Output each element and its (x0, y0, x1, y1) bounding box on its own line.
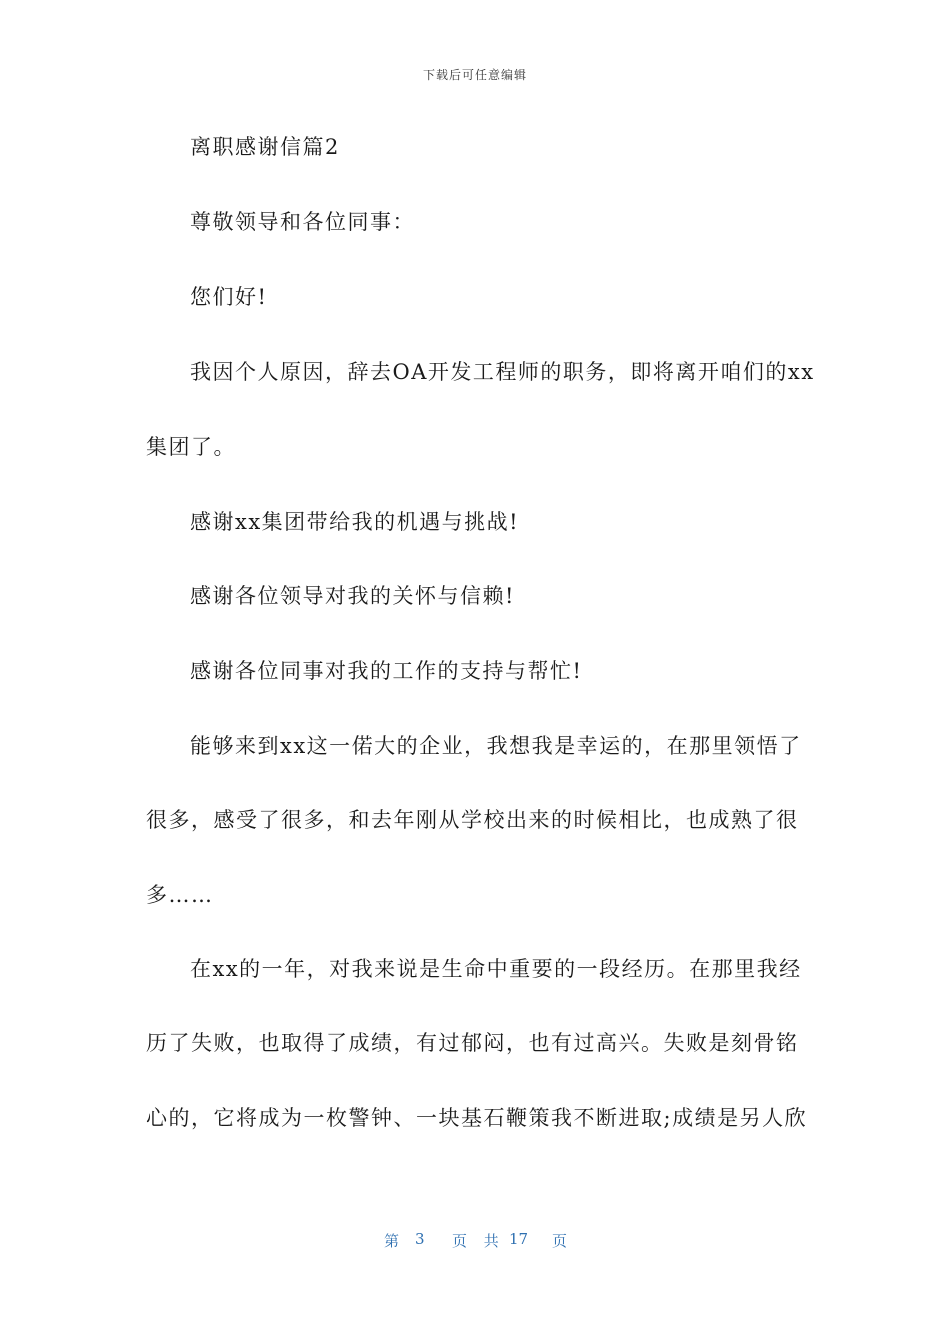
page-mid-label: 页 共 (452, 1232, 505, 1250)
paragraph-line: 在xx的一年，对我来说是生命中重要的一段经历。在那里我经 (190, 957, 802, 981)
paragraph-line: 集团了。 (146, 435, 236, 459)
page-total: 17 (509, 1230, 529, 1248)
paragraph-line: 多…… (146, 883, 214, 907)
salutation: 尊敬领导和各位同事： (190, 210, 415, 234)
paragraph-line: 心的，它将成为一枚警钟、一块基石鞭策我不断进取;成绩是另人欣 (146, 1106, 808, 1130)
greeting: 您们好! (190, 285, 268, 309)
paragraph-line: 历了失败，也取得了成绩，有过郁闷，也有过高兴。失败是刻骨铭 (146, 1031, 799, 1055)
page-header-note: 下载后可任意编辑 (422, 68, 527, 82)
paragraph-line: 感谢各位领导对我的关怀与信赖! (190, 584, 515, 608)
paragraph-line: 很多，感受了很多，和去年刚从学校出来的时候相比，也成熟了很 (146, 808, 799, 832)
paragraph-line: 感谢各位同事对我的工作的支持与帮忙! (190, 659, 583, 683)
paragraph-line: 能够来到xx这一偌大的企业，我想我是幸运的，在那里领悟了 (190, 734, 802, 758)
page-number: 3 (415, 1230, 425, 1248)
paragraph-line: 我因个人原因，辞去OA开发工程师的职务，即将离开咱们的xx (190, 360, 815, 384)
page-suffix: 页 (552, 1232, 568, 1250)
page-prefix: 第 (384, 1232, 400, 1250)
paragraph-line: 感谢xx集团带给我的机遇与挑战! (190, 510, 520, 534)
section-title: 离职感谢信篇2 (190, 135, 340, 159)
